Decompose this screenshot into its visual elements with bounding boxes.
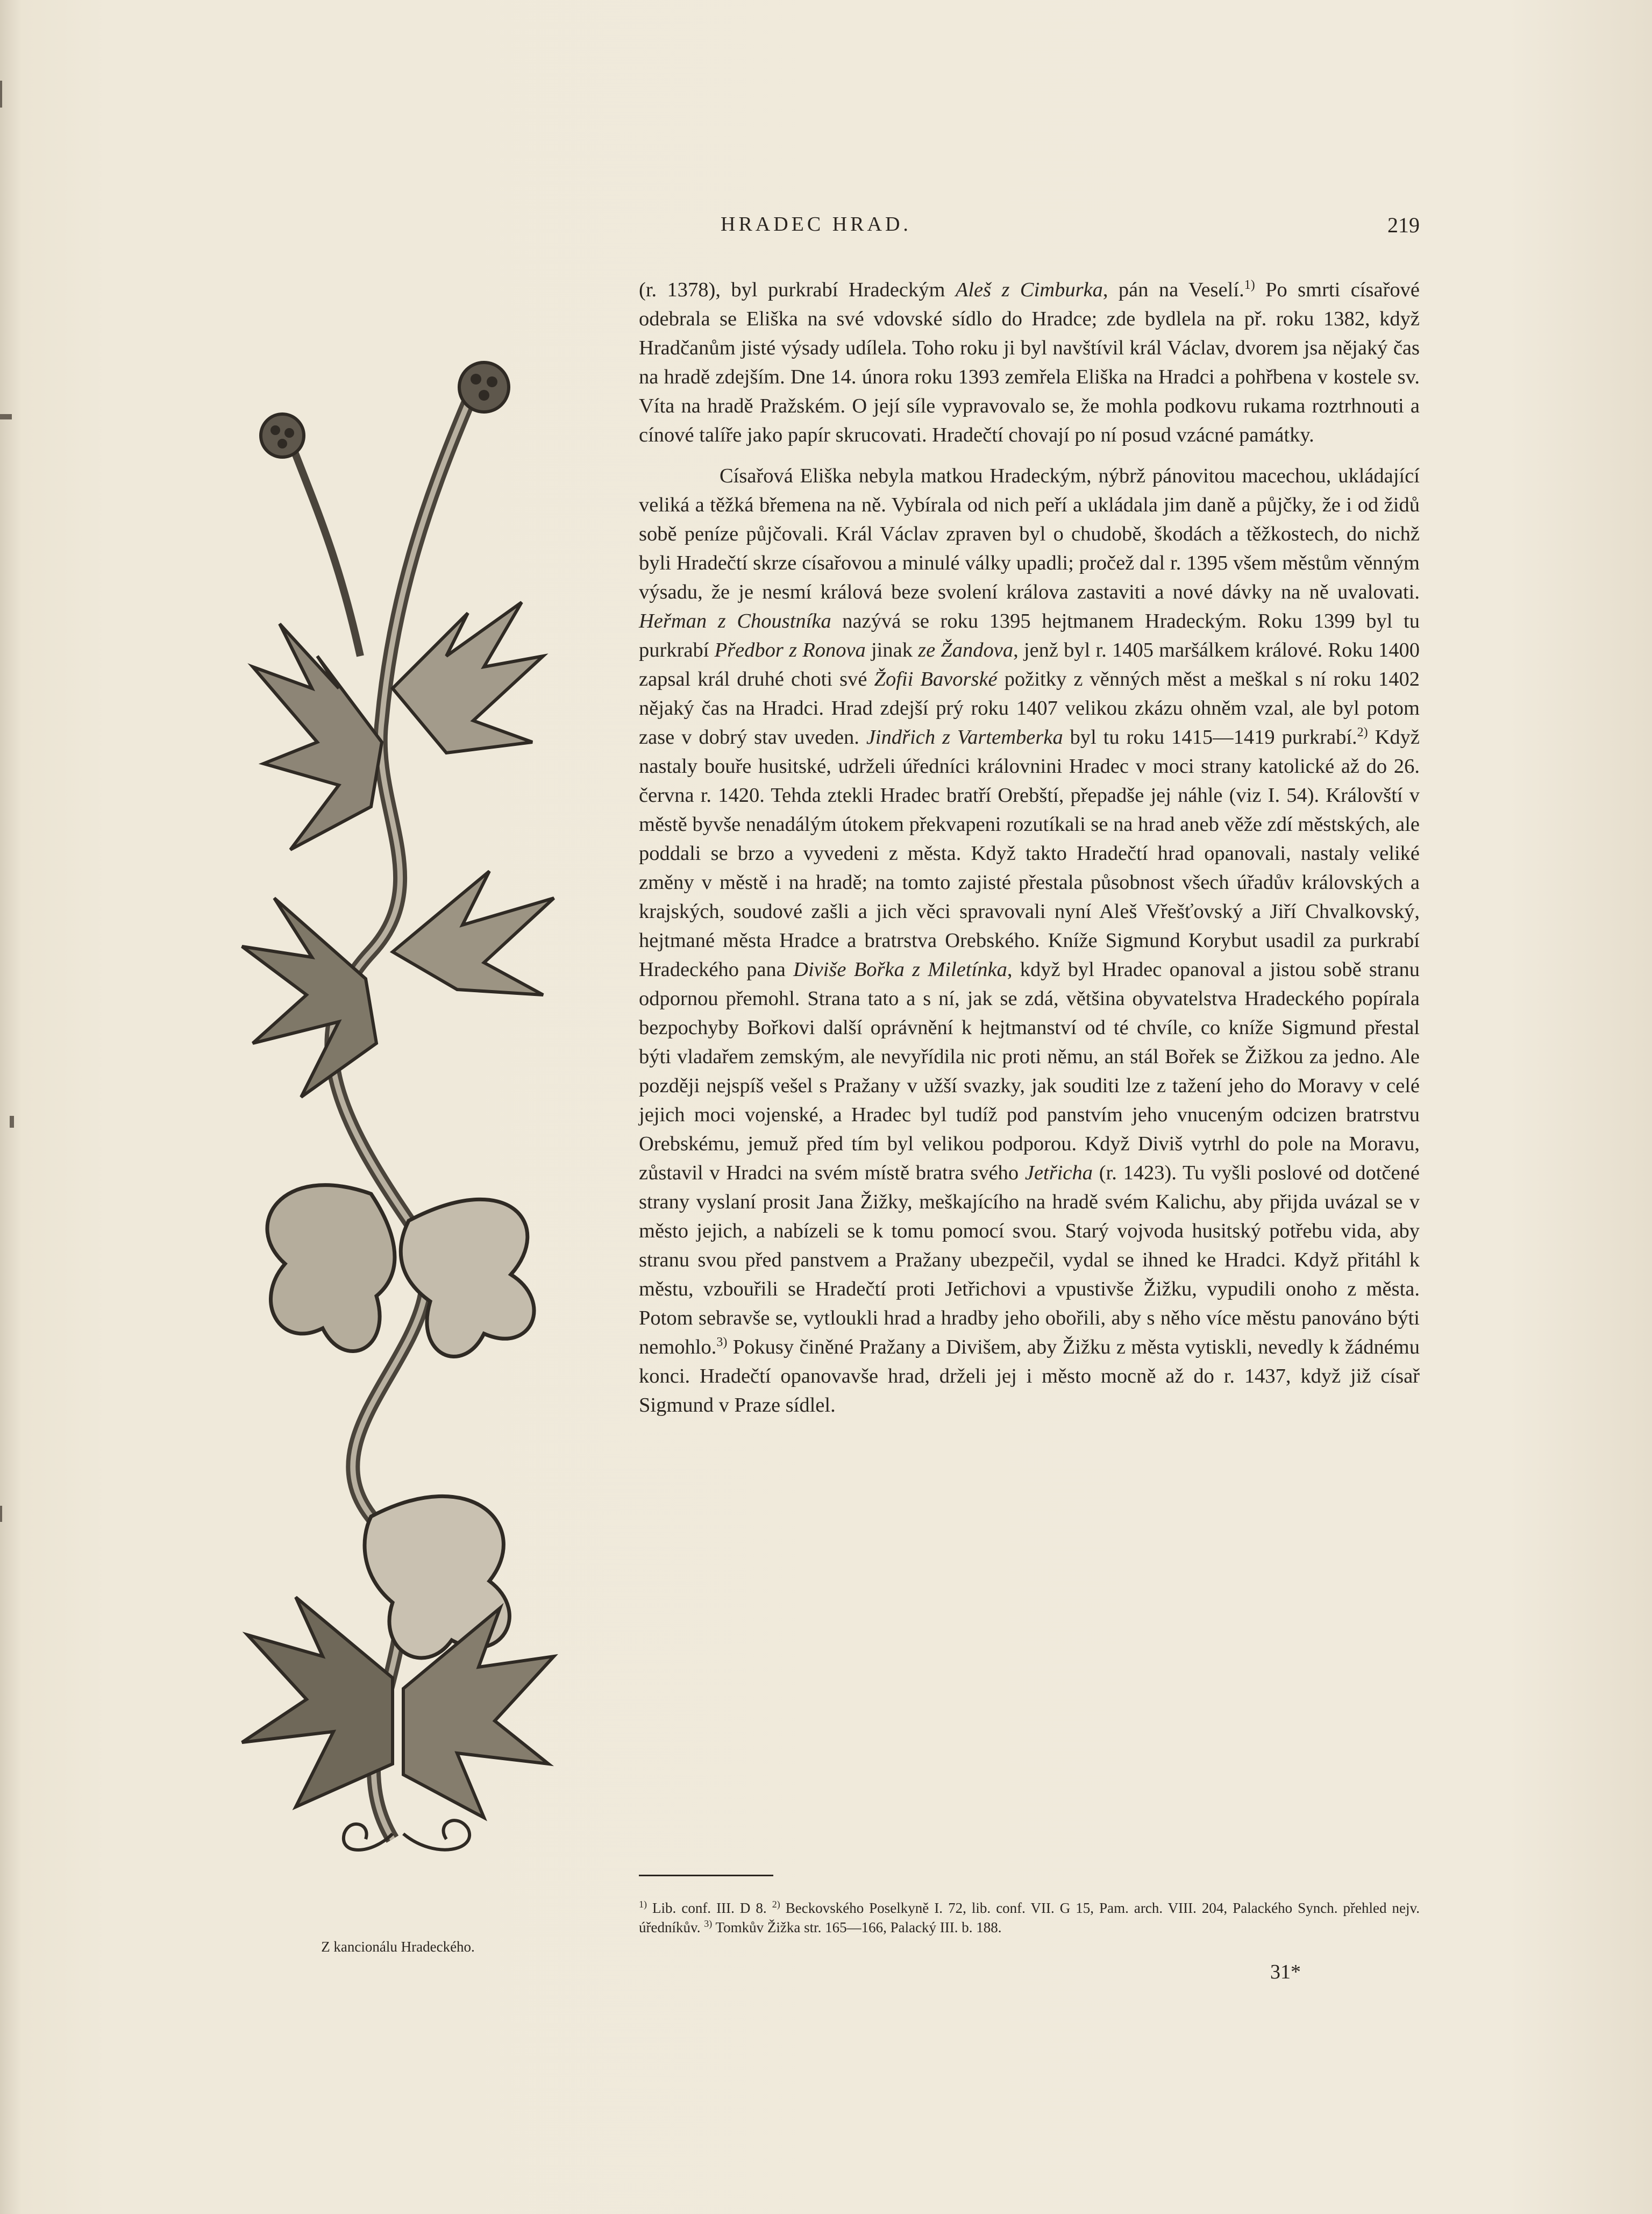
paragraph: (r. 1378), byl purkrabí Hradeckým Aleš z Cimburka, pán na Veselí.$^{1)}$ Po smrti císařové odebrala se Eliška na své vdovské sídlo do Hradce; zde bydlela na př. roku 1382, když Hradčanům jisté výsady udílela. Toho roku ji byl navštívil král Václav, dvorem jsa nějaký čas na hradě zdejším. Dne 14. února roku 1393 zemřela Eliška na Hradci a pohřbena v kostele sv. Víta na hradě Pražském. O její síle vypravovalo se, že mohla podkovu rukama roztrhnouti a cínové talíře jako papír skrucovati. Hradečtí chovají po ní posud vzácné památky.: [639, 278, 1420, 446]
footnote-rule: [639, 1875, 773, 1876]
illustration-caption: Z kancionálu Hradeckého.: [321, 1939, 475, 1955]
ornament-leaf: [242, 898, 376, 1097]
person-name: Jindřich z Vartemberka: [866, 726, 1063, 749]
ornament-acanthus: [267, 1185, 395, 1351]
ornament-berry: [261, 414, 304, 457]
footnote-ref: 3): [716, 1335, 728, 1350]
footnote-ref: 1): [1244, 278, 1255, 293]
binding-mark: [10, 1116, 14, 1128]
ornament-leaf: [393, 602, 543, 753]
paragraph: Císařová Eliška nebyla matkou Hradeckým, nýbrž pánovitou macechou, ukládající veliká a těžká břemena na ně. Vybírala od nich peří a ukládala jim daně a půjčky, že i od židů sobě peníze půjčovali. Král Václav zpraven byl o chudobě, škodách a těžkostech, do nichž byli Hradečtí skrze císařovou a minulé války upadli; pročež dal r. 1395 všem městům věnným výsadu, že je nesmí králová beze svolení králova zastaviti a nové dávky na ně uvalovati. Heřman z Choustníka nazývá se roku 1395 hejtmanem Hradeckým. Roku 1399 byl tu purkrabí Předbor z Ronova jinak ze Žandova, jenž byl r. 1405 maršálkem králové. Roku 1400 zapsal král druhé choti své Žofii Bavorské požitky z věnných měst a meškal s ní roku 1402 nějaký čas na Hradci. Hrad zdejší prý roku 1407 velikou zkázu ohněm vzal, ale byl potom zase v dobrý stav uveden. Jindřich z Vartemberka byl tu roku 1415—1419 purkrabí.$^{2)}$ Když nastaly bouře husitské, udrželi úředníci královnini Hradec v moci strany katolické až do 26. června r. 1420. Tehda ztekli Hradec bratří Orebští, přepadše jej náhle (viz I. 54). Královští v městě byvše nenadálým útokem překvapeni rozutíkali se na hrad aneb věže zdí městských, ale poddali se brzo a vyvedeni z města. Když takto Hradečtí hrad opanovali, nastaly veliké změny v městě i na hradě; na tomto zajisté přestala působnost všech úřadův královských a krajských, soudové zašli a jich věci spravovali nyní Aleš Vřešťovský a Jiří Chvalkovský, hejtmané města Hradce a bratrstva Orebského. Kníže Sigmund Korybut usadil za purkrabí Hradeckého pana Diviše Bořka z Miletínka, když byl Hradec opanoval a jistou sobě stranu odpornou přemohl. Strana tato a s ní, jak se zdá, většina obyvatelstva Hradeckého popírala bezpochyby Bořkovi další oprávnění k hejtmanství od té chvíle, co kníže Sigmund přestal býti vladařem zemským, ale nevyřídila nic proti němu, an stál Bořek se Žižkou za jedno. Ale později nejspíš vešel s Pražany v užší svazky, jak souditi lze z tažení jeho do Moravy v celé jejich moci vojenské, a Hradec byl tudíž pod panstvím jeho vnuceným odcizen bratrstvu Orebskému, jemuž před tím byl velikou podporou. Když Diviš vytrhl do pole na Moravu, zůstavil v Hradci na svém místě bratra svého Jetřicha (r. 1423). Tu vyšli poslové od dotčené strany vyslaní prosit Jana Žižky, meškajícího na hradě svém Kalichu, aby přijda uvázal se v město jejich, a nabízeli se k tomu pomocí svou. Starý vojvoda husitský potřebu vida, aby stranu svou před panstvem a Pražany ubezpečil, vydal se ihned ke Hradci. Když přitáhl k městu, vzbouřili se Hradečtí proti Jetřichovi a vpustivše Žižku, vypudili onoho z města. Potom sebravše se, vytloukli hrad a hradby jeho obořili, aby s něho více městu panováno býti nemohlo.$^{3)}$ Pokusy činěné Pražany a Divišem, aby Žižku z města vytiskli, nevedly k žádnému konci. Hradečtí opanovavše hrad, drželi jej i město mocně až do r. 1437, když již císař Sigmund v Praze sídlel.: [639, 465, 1420, 1416]
page-header: [640, 212, 1420, 245]
person-name: Předbor z Ronova: [714, 639, 866, 661]
ornament-leaf: [393, 871, 554, 995]
person-name: Heřman z Choustníka: [639, 610, 831, 632]
signature-mark: 31*: [1270, 1961, 1301, 1983]
person-name: Diviše Bořka z Miletínka: [793, 958, 1007, 981]
floral-ornament-illustration: [231, 280, 565, 1866]
binding-mark: [0, 414, 12, 419]
binding-mark: [0, 81, 2, 108]
page-number: 219: [1387, 213, 1420, 237]
ornament-leaf: [253, 624, 382, 850]
footnote-ref: 2): [1357, 725, 1368, 740]
person-name: Jetřicha: [1024, 1162, 1093, 1184]
footnotes: [639, 1898, 1420, 1937]
binding-mark: [0, 1506, 2, 1522]
ornament-berry: [459, 362, 509, 412]
main-text: [639, 275, 1420, 1420]
person-name: Žofii Bavorské: [874, 668, 998, 690]
ornament-leaf: [242, 1597, 393, 1807]
person-name: ze Žandova: [918, 639, 1014, 661]
person-name: Aleš z Cimburka: [955, 279, 1103, 301]
running-head: HRADEC HRAD.: [721, 213, 912, 236]
ornament-acanthus: [401, 1199, 534, 1356]
footnote-text: $^{1)}$ Lib. conf. III. D 8. $^{2)}$ Beckovského Poselkyně I. 72, lib. conf. VII. G 15, Pam. arch. VIII. 204, Palackého Synch. přehled nejv. úředníkův. $^{3)}$ Tomkův Žižka str. 165—166, Palacký III. b. 188.: [639, 1899, 1420, 1935]
